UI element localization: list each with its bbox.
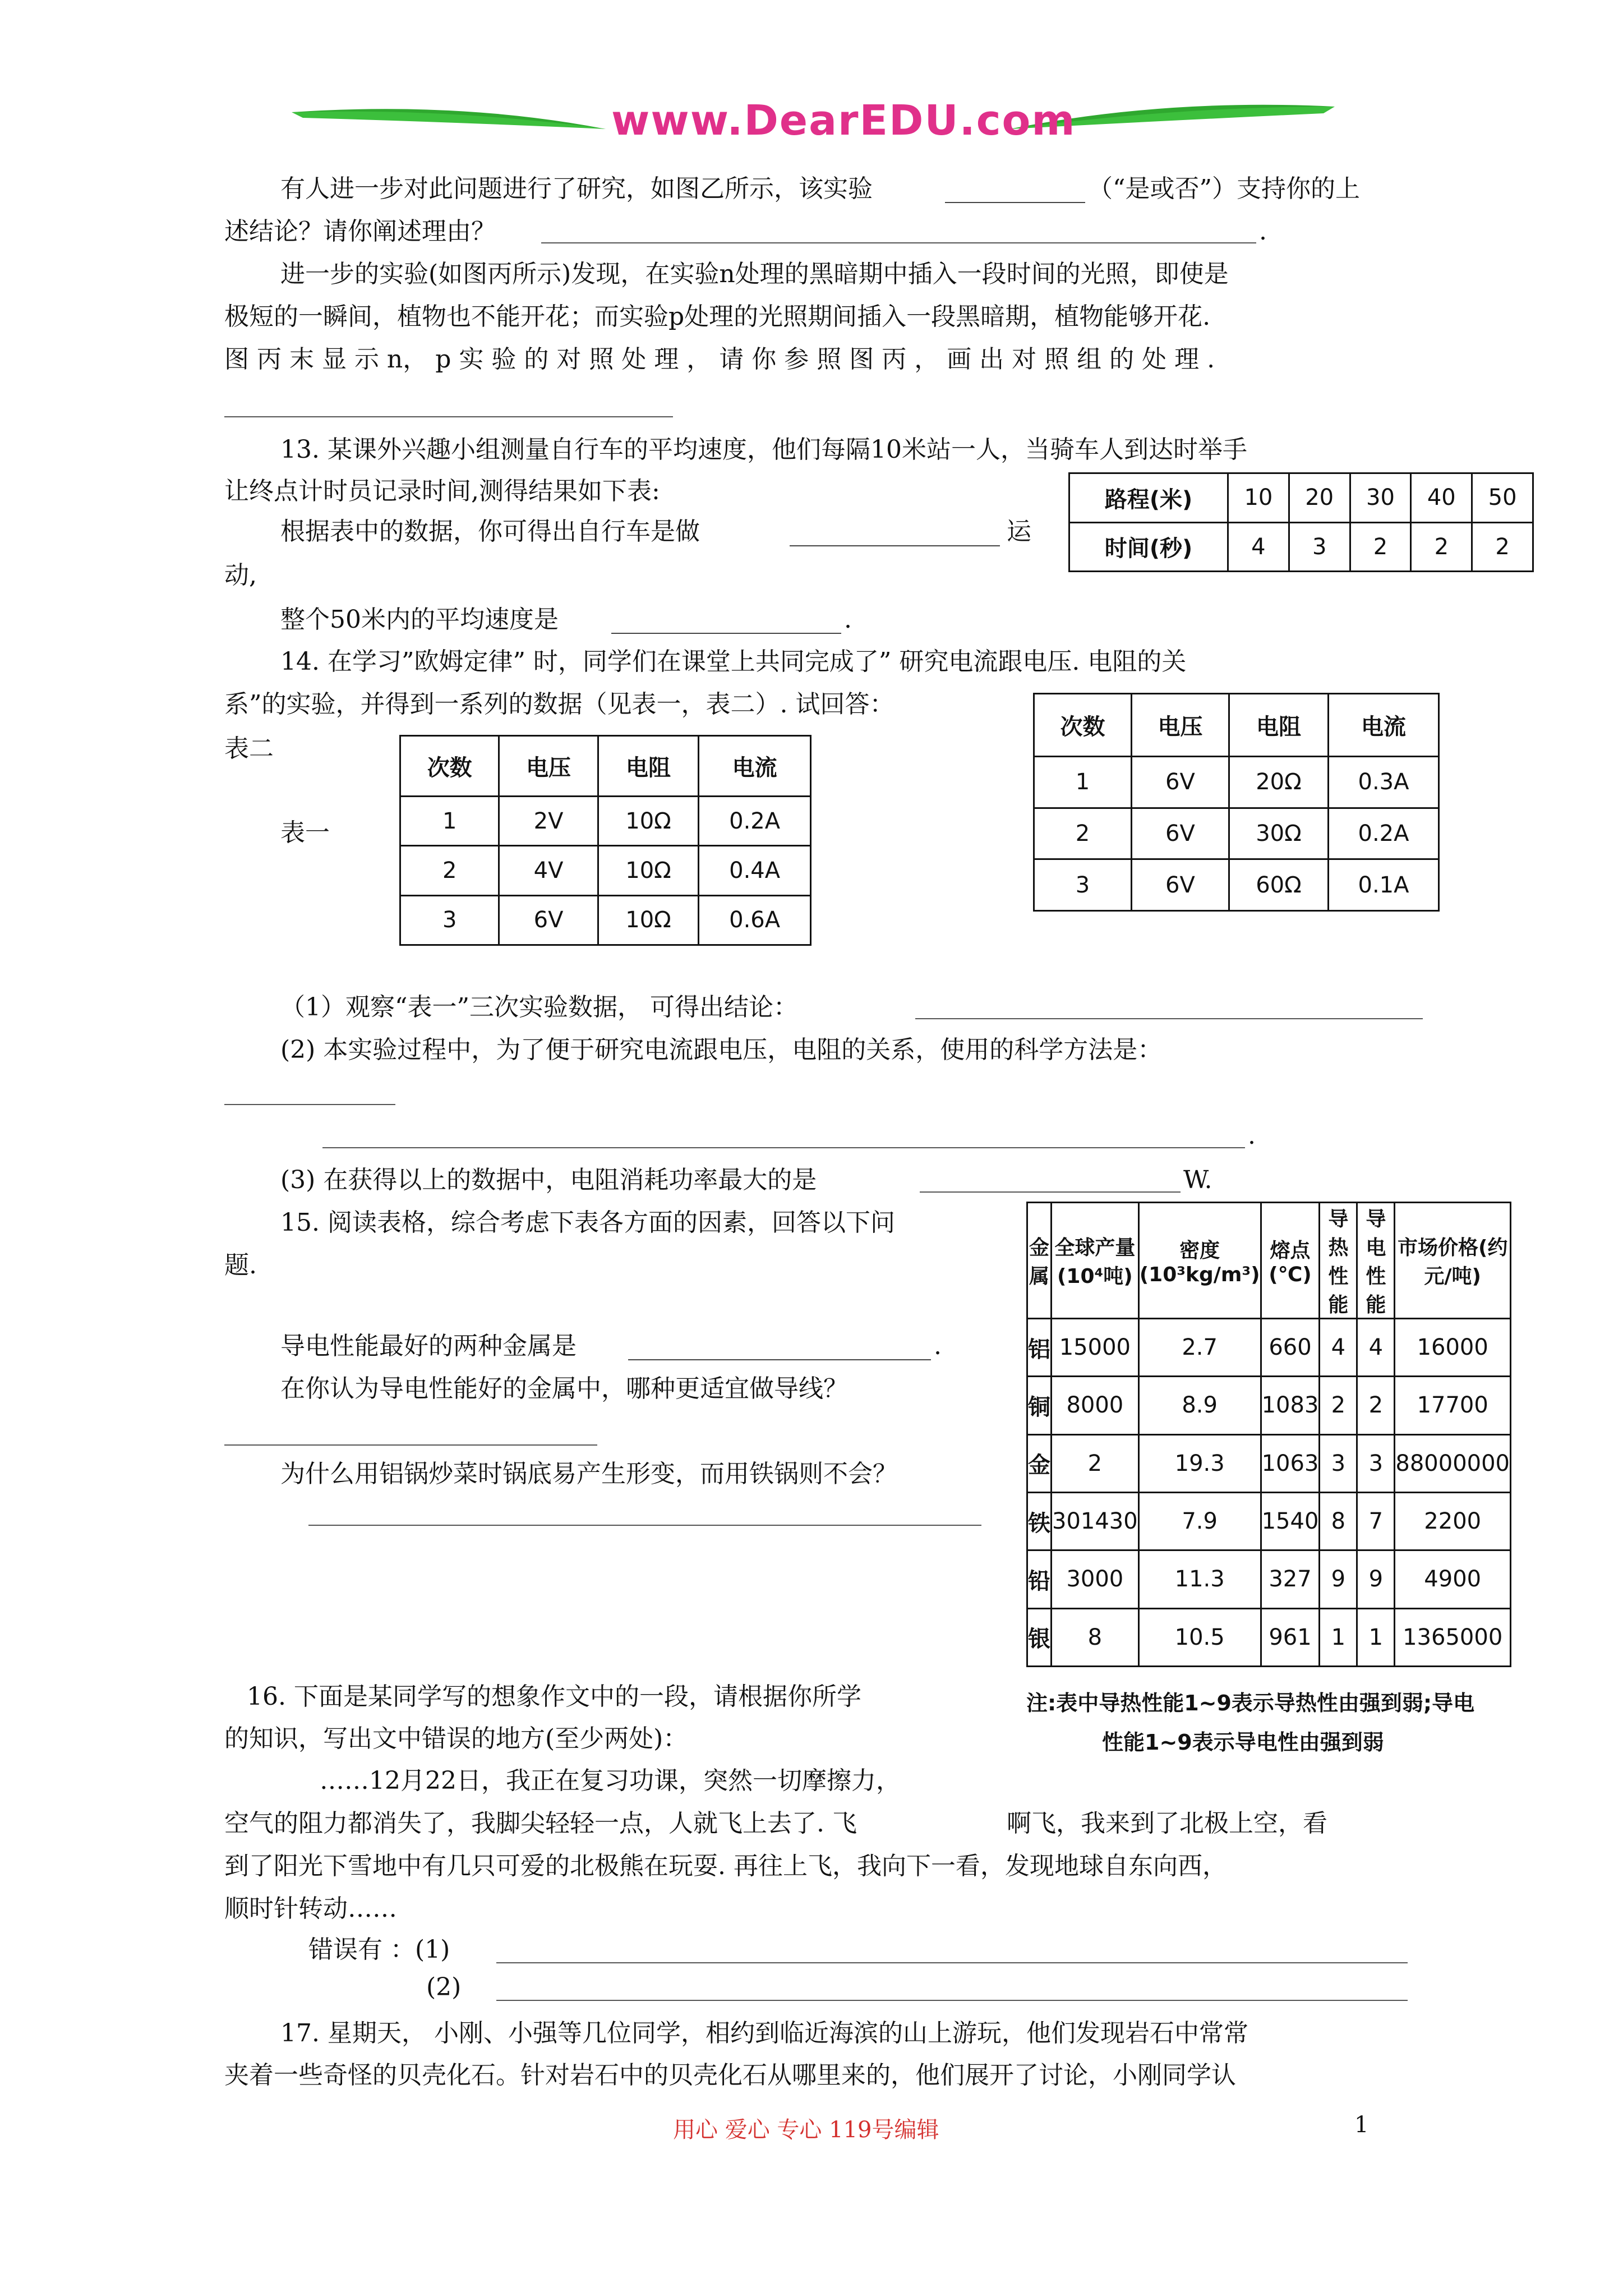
question-14: 14. 在学习”欧姆定律” 时，同学们在课堂上共同完成了” 研究电流跟电压. 电阻的关	[280, 647, 1187, 676]
answer-line[interactable]	[496, 1962, 1408, 1963]
table-cell: 2	[1034, 808, 1132, 859]
table-cell: 3	[400, 895, 499, 945]
table-note: 注:表中导热性能1~9表示导热性由强到弱;导电	[1026, 1691, 1475, 1715]
table-cell: 11.3	[1138, 1550, 1261, 1608]
text-line: （1）观察“表一”三次实验数据， 可得出结论：	[280, 993, 798, 1022]
table-cell: 30	[1350, 473, 1411, 523]
table-cell: 8	[1320, 1492, 1357, 1550]
table-cell: 1540	[1261, 1492, 1320, 1550]
table-cell: 铅	[1027, 1550, 1052, 1608]
page-number: 1	[1354, 2112, 1369, 2138]
table-cell: 4V	[499, 846, 598, 895]
period: .	[844, 605, 852, 634]
table-cell: 金	[1027, 1434, 1052, 1492]
table-cell: 2	[1472, 522, 1533, 572]
text-line: W.	[1183, 1166, 1212, 1194]
table-cell: 6V	[1131, 859, 1229, 911]
text-line: 系”的实验，并得到一系列的数据（见表一，表二）. 试回答：	[224, 690, 895, 719]
table-cell: 15000	[1052, 1319, 1139, 1377]
answer-line[interactable]	[224, 1444, 597, 1446]
answer-line[interactable]	[224, 1104, 395, 1105]
table-cell: 3	[1289, 522, 1350, 572]
answer-line[interactable]	[322, 1147, 1245, 1148]
table-cell: 17700	[1395, 1377, 1511, 1434]
question-13: 13. 某课外兴趣小组测量自行车的平均速度，他们每隔10米站一人，当骑车人到达时举手	[280, 435, 1247, 464]
table-cell: 19.3	[1138, 1434, 1261, 1492]
table-cell: 次数	[400, 736, 499, 797]
metal-table	[1026, 1202, 1511, 1667]
text-line: （“是或否”）支持你的上	[1088, 174, 1360, 203]
speed-table	[1068, 472, 1534, 572]
table-cell: 1063	[1261, 1434, 1320, 1492]
table-cell: 电流	[699, 736, 811, 797]
period: .	[934, 1332, 942, 1360]
table-cell: 6V	[499, 895, 598, 945]
text-line: 题.	[224, 1251, 257, 1280]
table-cell: 2	[1320, 1377, 1357, 1434]
table-cell: 4900	[1395, 1550, 1511, 1608]
table-cell: 导热性能	[1320, 1203, 1357, 1319]
table-cell: 0.6A	[699, 895, 811, 945]
table-cell: 2	[1052, 1434, 1139, 1492]
table-cell: 路程(米)	[1069, 473, 1228, 523]
table-cell: 2.7	[1138, 1319, 1261, 1377]
table-cell: 50	[1472, 473, 1533, 523]
text-line: 述结论？请你阐述理由？	[224, 217, 496, 246]
period: .	[1248, 1121, 1256, 1150]
table-cell: 0.2A	[699, 797, 811, 846]
table-cell: 1	[1357, 1608, 1395, 1666]
table-cell: 10Ω	[598, 846, 699, 895]
table-label: 表一	[280, 818, 330, 847]
table-cell: 6V	[1131, 808, 1229, 859]
text-line: 动,	[224, 561, 257, 590]
text-line: (2) 本实验过程中，为了便于研究电流跟电压，电阻的关系，使用的科学方法是：	[280, 1036, 1163, 1064]
table-cell: 10.5	[1138, 1608, 1261, 1666]
table-cell: 2200	[1395, 1492, 1511, 1550]
text-line: 错误有 ：(1)	[308, 1935, 450, 1964]
table-cell: 327	[1261, 1550, 1320, 1608]
answer-line[interactable]	[308, 1525, 981, 1526]
table-cell: 8.9	[1138, 1377, 1261, 1434]
answer-blank[interactable]	[945, 180, 1085, 203]
answer-blank[interactable]	[628, 1337, 931, 1360]
table-cell: 20Ω	[1229, 757, 1328, 808]
table-cell: 电流	[1328, 694, 1438, 757]
table-cell: 铁	[1027, 1492, 1052, 1550]
table-cell: 1365000	[1395, 1608, 1511, 1666]
answer-line[interactable]	[224, 416, 673, 417]
footer-text: 用心 爱心 专心 119号编辑	[673, 2117, 939, 2143]
table-cell: 4	[1357, 1319, 1395, 1377]
table-cell: 市场价格(约元/吨)	[1395, 1203, 1511, 1319]
table-cell: 9	[1320, 1550, 1357, 1608]
table-cell: 1	[1320, 1608, 1357, 1666]
text-line: 到了阳光下雪地中有几只可爱的北极熊在玩耍. 再往上飞，我向下一看，发现地球自东向西，	[224, 1852, 1227, 1880]
table-cell: 铝	[1027, 1319, 1052, 1377]
table-cell: 4	[1228, 522, 1289, 572]
table-cell: 导电性能	[1357, 1203, 1395, 1319]
table-cell: 0.2A	[1328, 808, 1438, 859]
text-line: 啊飞，我来到了北极上空，看	[1007, 1809, 1327, 1838]
table-cell: 0.3A	[1328, 757, 1438, 808]
text-line: 顺时针转动……	[224, 1894, 397, 1923]
table-cell: 次数	[1034, 694, 1132, 757]
table-cell: 3	[1320, 1434, 1357, 1492]
table-one	[399, 735, 811, 946]
table-cell: 银	[1027, 1608, 1052, 1666]
table-cell: 8	[1052, 1608, 1139, 1666]
text-line: 导电性能最好的两种金属是	[280, 1332, 577, 1360]
table-label: 表二	[224, 734, 274, 763]
answer-blank[interactable]	[790, 523, 1000, 546]
table-cell: 0.4A	[699, 846, 811, 895]
answer-blank[interactable]	[611, 610, 841, 634]
table-cell: 2	[1357, 1377, 1395, 1434]
answer-line[interactable]	[541, 242, 1256, 243]
table-cell: 8000	[1052, 1377, 1139, 1434]
table-cell: 3	[1357, 1434, 1395, 1492]
answer-line[interactable]	[915, 1018, 1423, 1019]
answer-line[interactable]	[496, 2000, 1408, 2001]
text-line: 极短的一瞬间，植物也不能开花；而实验p处理的光照期间插入一段黑暗期，植物能够开花.	[224, 302, 1211, 331]
table-cell: 3000	[1052, 1550, 1139, 1608]
text-line: 进一步的实验(如图丙所示)发现，在实验n处理的黑暗期中插入一段时间的光照，即使是	[280, 260, 1229, 288]
table-cell: 961	[1261, 1608, 1320, 1666]
table-cell: 1083	[1261, 1377, 1320, 1434]
text-line: 图 丙 末 显 示 n， p 实 验 的 对 照 处 理 ， 请 你 参 照 图 丙 ， 画 出 对 照 组 的 处 理 .	[224, 345, 1215, 374]
table-cell: 时间(秒)	[1069, 522, 1228, 572]
table-cell: 1	[400, 797, 499, 846]
table-cell: 10	[1228, 473, 1289, 523]
table-cell: 9	[1357, 1550, 1395, 1608]
table-cell: 熔点(℃)	[1261, 1203, 1320, 1319]
table-cell: 10Ω	[598, 797, 699, 846]
table-cell: 电阻	[1229, 694, 1328, 757]
text-line: (3) 在获得以上的数据中，电阻消耗功率最大的是	[280, 1166, 817, 1194]
table-cell: 30Ω	[1229, 808, 1328, 859]
text-line: 夹着一些奇怪的贝壳化石。针对岩石中的贝壳化石从哪里来的，他们展开了讨论，小刚同学认	[224, 2061, 1236, 2090]
table-cell: 密度(10³kg/m³)	[1138, 1203, 1261, 1319]
table-cell: 60Ω	[1229, 859, 1328, 911]
table-cell: 6V	[1131, 757, 1229, 808]
table-cell: 2	[1411, 522, 1472, 572]
table-cell: 10Ω	[598, 895, 699, 945]
site-logo: www.DearEDU.com	[611, 96, 1076, 145]
text-line: 在你认为导电性能好的金属中，哪种更适宜做导线？	[280, 1374, 848, 1403]
table-cell: 电阻	[598, 736, 699, 797]
text-line: 运	[1007, 517, 1031, 546]
table-cell: 全球产量(10⁴吨)	[1052, 1203, 1139, 1319]
table-cell: 0.1A	[1328, 859, 1438, 911]
text-line: (2)	[426, 1973, 462, 2001]
text-line: 为什么用铝锅炒菜时锅底易产生形变，而用铁锅则不会？	[280, 1460, 897, 1488]
question-16: 16. 下面是某同学写的想象作文中的一段，请根据你所学	[247, 1682, 861, 1711]
text-line: 的知识，写出文中错误的地方(至少两处)：	[224, 1724, 688, 1753]
question-17: 17. 星期天， 小刚、小强等几位同学，相约到临近海滨的山上游玩，他们发现岩石中常常	[280, 2019, 1248, 2047]
table-two	[1033, 693, 1440, 912]
table-cell: 3	[1034, 859, 1132, 911]
table-cell: 电压	[499, 736, 598, 797]
table-cell: 铜	[1027, 1377, 1052, 1434]
table-cell: 2V	[499, 797, 598, 846]
table-cell: 301430	[1052, 1492, 1139, 1550]
text-line: 根据表中的数据，你可得出自行车是做	[280, 517, 700, 546]
table-cell: 1	[1034, 757, 1132, 808]
table-cell: 2	[400, 846, 499, 895]
table-cell: 20	[1289, 473, 1350, 523]
table-cell: 7.9	[1138, 1492, 1261, 1550]
text-line: 整个50米内的平均速度是	[280, 605, 559, 634]
table-cell: 4	[1320, 1319, 1357, 1377]
table-cell: 660	[1261, 1319, 1320, 1377]
table-cell: 16000	[1395, 1319, 1511, 1377]
text-line: 有人进一步对此问题进行了研究，如图乙所示，该实验	[280, 174, 873, 203]
text-line: 空气的阻力都消失了，我脚尖轻轻一点，人就飞上去了. 飞	[224, 1809, 857, 1838]
table-cell: 2	[1350, 522, 1411, 572]
table-cell: 电压	[1131, 694, 1229, 757]
table-note: 性能1~9表示导电性由强到弱	[1102, 1730, 1384, 1755]
table-cell: 88000000	[1395, 1434, 1511, 1492]
text-line: 让终点计时员记录时间,测得结果如下表:	[224, 477, 660, 505]
answer-line[interactable]	[920, 1191, 1181, 1193]
table-cell: 40	[1411, 473, 1472, 523]
question-15: 15. 阅读表格，综合考虑下表各方面的因素，回答以下问	[280, 1208, 895, 1237]
table-cell: 7	[1357, 1492, 1395, 1550]
text-line: ……12月22日，我正在复习功课，突然一切摩擦力，	[320, 1766, 901, 1795]
table-cell: 金属	[1027, 1203, 1052, 1319]
period: .	[1259, 217, 1267, 246]
